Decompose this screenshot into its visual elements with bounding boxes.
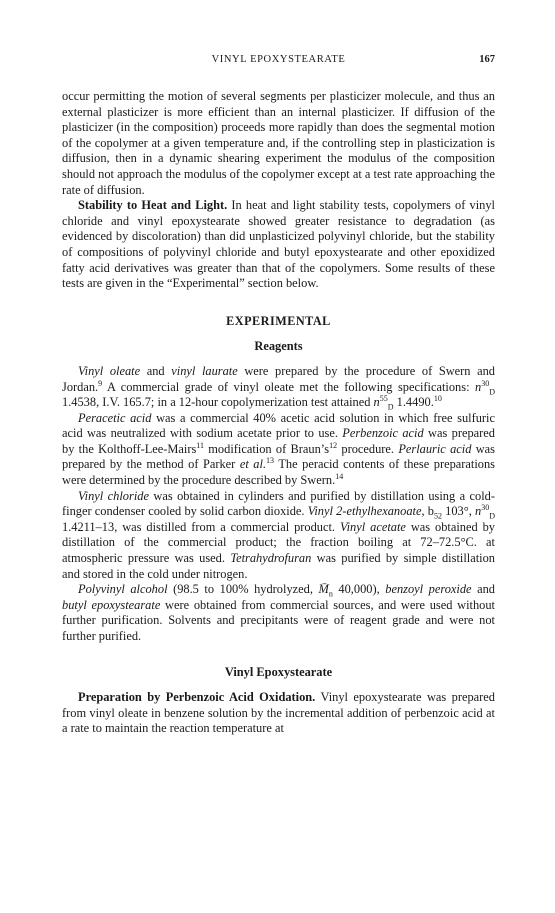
term-vinyl-acetate: Vinyl acetate: [339, 519, 406, 534]
paragraph-plasticizer: occur permitting the motion of several segments per plasticizer molecule, and thus an external plasticizer is more efficient than an internal plasticizer. If diffusion of the plasticizer (in the composition) proceeds more rapidly than does the segmental motion of the copolymer at a given temperature and, if the controlling step in plasticization is diffusion, then in a dynamic shearing experiment the modulus of the composition should not approach the modulus of the copolymer except at a test rate approaching the rate of diffusion.: [62, 89, 495, 197]
ref-9: 9: [98, 378, 103, 388]
stability-heading: Stability to Heat and Light.: [78, 198, 228, 213]
paragraph-preparation: [62, 690, 495, 737]
term-vinyl-oleate: Vinyl oleate: [78, 363, 141, 378]
paragraph-stability: [62, 198, 495, 292]
term-polyvinyl-alcohol: Polyvinyl alcohol: [78, 582, 168, 597]
paragraph-vinyl-chloride: Vinyl chloride was obtained in cylinders and purified by distillation using a cold-finger condenser cooled by solid carbon dioxide. Vinyl 2-ethylhexanoate, $b_{52}$ 103°, $n^{30}_D$ 1.4211–13, was distilled from a commercial product. Vinyl acetate was obtained by distillation of the commercial product; the fraction boiling at 72–72.5°C. at atmospheric pressure was used. Tetrahydrofuran was purified by simple distillation and stored in the cold under nitrogen.: [62, 488, 495, 581]
ref-14: 14: [335, 471, 344, 481]
preparation-text: Vinyl epoxystearate was prepared from vinyl oleate in benzene solution by the incremental addition of perbenzoic acid at a rate to maintain the reaction temperature at: [62, 690, 495, 736]
term-butyl-epoxystearate: butyl epoxystearate: [62, 597, 161, 612]
stability-text: In heat and light stability tests, copolymers of vinyl chloride and vinyl epoxystearate showed greater resistance to degradation (as evidenced by discoloration) than did unplasticized polyvinyl chloride, but the stability of compositions of polyvinyl chloride and butyl epoxystearate and other epoxidized fatty acid derivatives was greater than that of the copolymers. Some results of these tests are given in the “Experimental” section below.: [62, 198, 495, 291]
page-number: 167: [479, 54, 495, 65]
ref-13: 13: [266, 456, 275, 466]
term-vinyl-laurate: vinyl laurate: [171, 363, 238, 378]
term-perbenzoic-acid: Perbenzoic acid: [342, 426, 424, 441]
term-vinyl-2-ethylhexanoate: Vinyl 2-ethylhexanoate: [307, 504, 422, 519]
term-peracetic-acid: Peracetic acid: [78, 410, 152, 425]
ref-12: 12: [329, 440, 338, 450]
term-tetrahydrofuran: Tetrahydrofuran: [230, 551, 312, 566]
vinyl-epoxystearate-heading: Vinyl Epoxystearate: [224, 664, 333, 679]
paragraph-polyvinyl-alcohol: Polyvinyl alcohol (98.5 to 100% hydrolyzed, $M̄_n$ 40,000), benzoyl peroxide and butyl epoxystearate were obtained from commercial sources, and were used without further purification. Solvents and precipitants were of reagent grade and were not further purified.: [62, 582, 496, 643]
term-perlauric-acid: Perlauric acid: [398, 441, 472, 456]
paragraph-peracids: Peracetic acid was a commercial 40% acetic acid solution in which free sulfuric acid was neutralized with sodium acetate prior to use. Perbenzoic acid was prepared by the Kolthoff-Lee-Mairs$^{11}$ modification of $Braun’s^{12}$ procedure. Perlauric acid was prepared by the method of Parker et al.$^{13}$ The peracid contents of these preparations were determined by the procedure described by Swern.$^{14}$: [62, 410, 496, 488]
body-text: [62, 89, 495, 737]
paragraph-vinyl-oleate: Vinyl oleate and vinyl laurate were prepared by the procedure of Swern and Jordan.$^9$ A commercial grade of vinyl oleate met the following specifications: $n^{30}_D$ 1.4538, I.V. 165.7; in a 12-hour copolymerization test attained $n^{55}_D$ 1.4490.10: [62, 363, 495, 412]
ref-11: 11: [196, 440, 204, 450]
running-title: VINYL EPOXYSTEARATE: [211, 54, 346, 65]
preparation-heading: Preparation by Perbenzoic Acid Oxidation.: [78, 690, 316, 705]
term-benzoyl-peroxide: benzoyl peroxide: [385, 582, 472, 597]
running-head: [62, 54, 495, 70]
page: [62, 54, 495, 737]
ref-10: 10: [433, 393, 442, 403]
reagents-heading: Reagents: [254, 339, 303, 354]
experimental-heading: EXPERIMENTAL: [226, 313, 331, 328]
term-vinyl-chloride: Vinyl chloride: [78, 488, 149, 503]
